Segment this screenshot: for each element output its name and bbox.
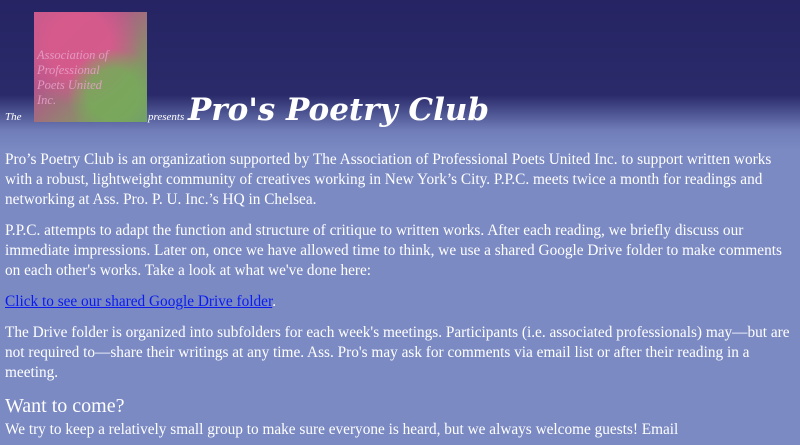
main-content xyxy=(5,150,795,445)
logo-text: Association of Professional Poets United Inc. xyxy=(37,48,109,107)
want-to-come-paragraph: We try to keep a relatively small group to make sure everyone is heard, but we always welcome guests! Email xyxy=(5,421,679,438)
page-title: Pro's Poetry Club xyxy=(188,92,490,128)
page-header xyxy=(0,0,800,130)
link-suffix: . xyxy=(272,293,277,310)
folder-paragraph: The Drive folder is organized into subfolders for each week's meetings. Participants (i.e. associated professionals) may—but are not required to—share their writings at any time. Ass. Pro's may ask for comments via email list or after their reading in a meeting. xyxy=(5,324,790,381)
drive-folder-link[interactable]: Click to see our shared Google Drive folder xyxy=(5,293,273,310)
drive-link-paragraph xyxy=(5,292,795,312)
presents-label: presents xyxy=(148,111,185,123)
critique-paragraph: P.P.C. attempts to adapt the function and structure of critique to written works. After each reading, we briefly discuss our immediate impressions. Later on, once we have allowed time to think, we use a shared Google Drive folder to make comments on each other's works. Take a look at what we've done here: xyxy=(5,222,782,279)
want-to-come-heading: Want to come? xyxy=(5,395,125,417)
association-logo-image xyxy=(34,12,147,122)
intro-paragraph: Pro’s Poetry Club is an organization supported by The Association of Professional Poets United Inc. to support written works with a robust, lightweight community of creatives working in New York’s City. P.P.C. meets twice a month for readings and networking at Ass. Pro. P. U. Inc.’s HQ in Chelsea. xyxy=(5,151,772,208)
the-label: The xyxy=(5,111,22,123)
